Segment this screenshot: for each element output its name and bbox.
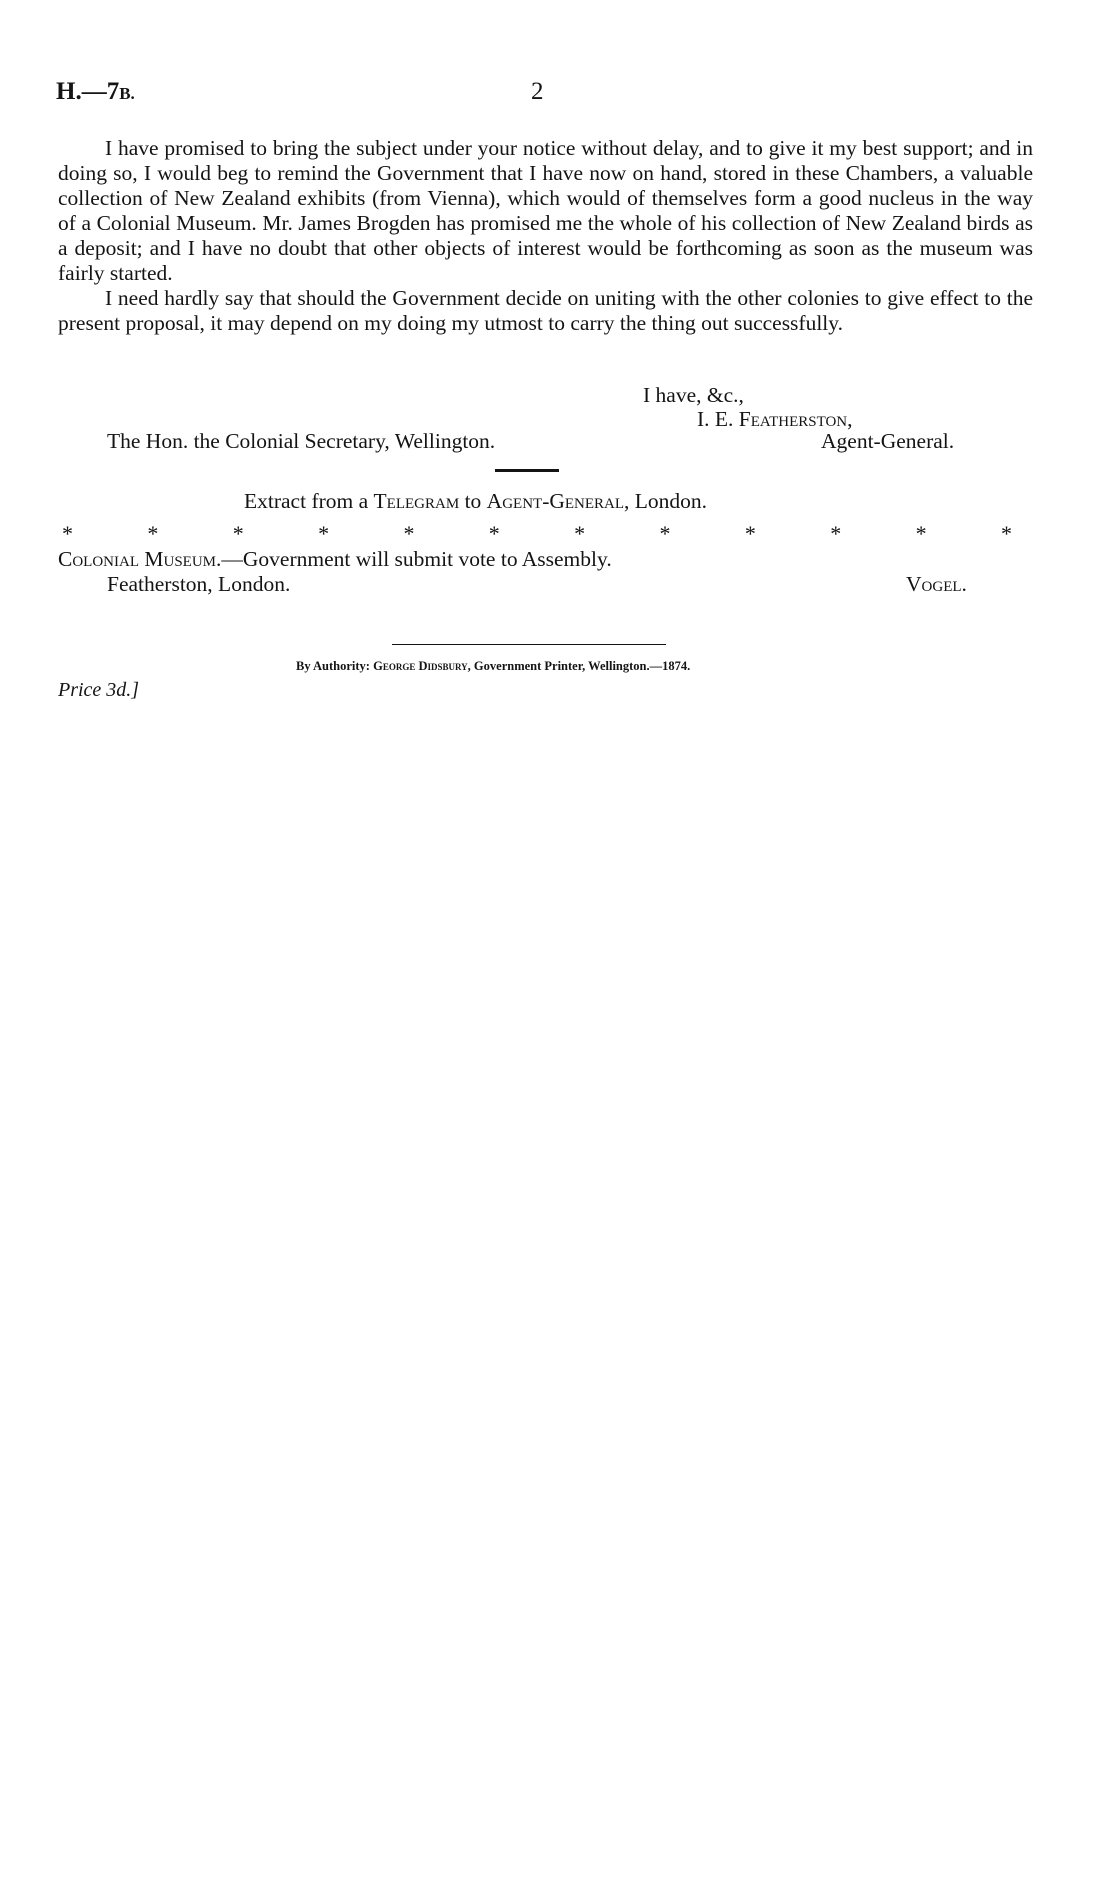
paragraph: I have promised to bring the subject under your notice without delay, and to give it my best support; and in doing so, I would beg to remind the Government that I have now on hand, stored in these Chambers, a valuable collection of New Zealand exhibits (from Vienna), which would of themselves form a good nucleus in the way of a Colonial Museum. Mr. James Brogden has promised me the whole of his collection of New Zealand birds as a deposit; and I have no doubt that other objects of interest would be forthcoming as soon as the museum was fairly started. <box>58 136 1033 285</box>
asterisk: * <box>62 521 73 546</box>
closing-salutation: I have, &c., <box>643 383 744 407</box>
omission-asterisks <box>62 521 1012 547</box>
signatory-title: Agent-General. <box>821 429 955 453</box>
telegram-sender: Vogel. <box>906 572 967 596</box>
price-label: Price 3d.] <box>58 679 140 701</box>
paragraph: I need hardly say that should the Government decide on uniting with the other colonies to give effect to the present proposal, it may depend on my doing my utmost to carry the thing out successfully. <box>58 286 1033 335</box>
printer-imprint: By Authority: George Didsbury, Government Printer, Wellington.—1874. <box>296 659 691 673</box>
imprint-divider <box>392 644 666 645</box>
addressee: The Hon. the Colonial Secretary, Wellington. <box>107 429 496 453</box>
asterisk: * <box>232 521 244 546</box>
asterisk: * <box>659 521 671 546</box>
letter-body <box>58 136 1033 336</box>
asterisk: * <box>744 521 756 546</box>
asterisk: * <box>830 521 842 546</box>
page-number: 2 <box>531 78 544 105</box>
asterisk: * <box>147 521 159 546</box>
asterisk: * <box>318 521 330 546</box>
telegram-recipient: Featherston, London. <box>107 572 291 596</box>
asterisk: * <box>915 521 927 546</box>
section-divider <box>495 469 559 472</box>
asterisk: * <box>403 521 415 546</box>
doc-ref-suffix: B. <box>119 84 135 103</box>
asterisk: * <box>574 521 586 546</box>
document-reference <box>56 78 135 106</box>
doc-ref-main: H.—7 <box>56 78 120 105</box>
extract-heading: Extract from a Telegram to Agent-General, London. <box>244 489 708 513</box>
asterisk: * <box>488 521 500 546</box>
signatory-name: I. E. Featherston, <box>697 407 853 431</box>
telegram-message: Colonial Museum.—Government will submit vote to Assembly. <box>58 547 612 571</box>
asterisk: * <box>1000 521 1012 546</box>
